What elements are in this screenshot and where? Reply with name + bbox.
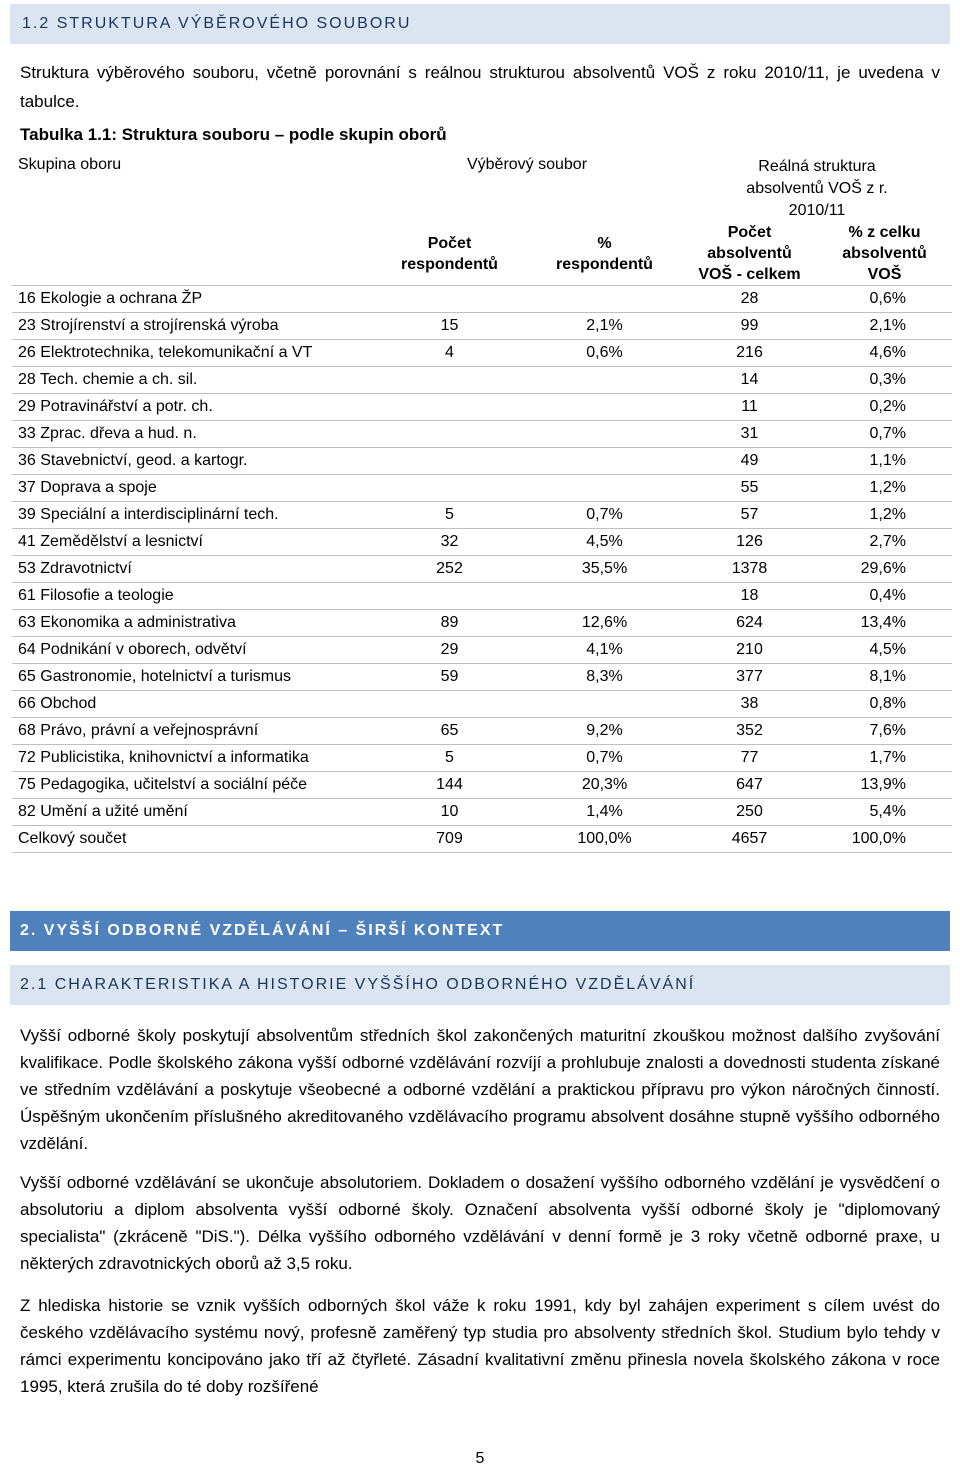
row-count-cell: 29 <box>372 637 527 664</box>
header-sub-cell: Počet absolventů VOŠ - celkem <box>698 224 801 283</box>
row-graduates-cell: 55 <box>682 475 817 502</box>
row-percent-cell <box>527 691 682 718</box>
table-row <box>12 664 952 691</box>
row-graduates-percent-cell: 2,7% <box>817 529 952 556</box>
row-graduates-cell: 126 <box>682 529 817 556</box>
row-graduates-cell: 1378 <box>682 556 817 583</box>
row-percent-cell: 8,3% <box>527 664 682 691</box>
row-graduates-percent-cell: 1,7% <box>817 745 952 772</box>
row-percent-cell: 1,4% <box>527 799 682 826</box>
page-number: 5 <box>475 1450 485 1467</box>
row-graduates-cell: 99 <box>682 313 817 340</box>
row-group-cell: 33 Zprac. dřeva a hud. n. <box>12 421 372 448</box>
table-row <box>12 286 952 313</box>
row-graduates-cell: 28 <box>682 286 817 313</box>
row-count-cell <box>372 421 527 448</box>
row-group-cell: 72 Publicistika, knihovnictví a informatika <box>12 745 372 772</box>
table-header-sub-row <box>12 222 952 286</box>
row-percent-cell: 0,6% <box>527 340 682 367</box>
row-group-cell: 75 Pedagogika, učitelství a sociální péče <box>12 772 372 799</box>
table-row <box>12 313 952 340</box>
row-graduates-percent-cell: 2,1% <box>817 313 952 340</box>
row-group-cell: 68 Právo, právní a veřejnosprávní <box>12 718 372 745</box>
row-graduates-cell: 624 <box>682 610 817 637</box>
table-row <box>12 718 952 745</box>
table-row <box>12 610 952 637</box>
row-percent-cell: 12,6% <box>527 610 682 637</box>
row-percent-cell: 20,3% <box>527 772 682 799</box>
row-graduates-cell: 57 <box>682 502 817 529</box>
row-count-cell: 252 <box>372 556 527 583</box>
table-caption: Tabulka 1.1: Struktura souboru – podle skupin oborů <box>20 125 447 144</box>
subchapter-heading: 2.1 CHARAKTERISTIKA A HISTORIE VYŠŠÍHO ODBORNÉHO VZDĚLÁVÁNÍ <box>10 965 950 1005</box>
header-group-cell: Reálná struktura absolventů VOŠ z r. 2010/11 <box>746 158 888 219</box>
row-group-cell: 23 Strojírenství a strojírenská výroba <box>12 313 372 340</box>
body-paragraph: Vyšší odborné vzdělávání se ukončuje absolutoriem. Dokladem o dosažení vyššího odborného vzdělání je vysvědčení o absolutoriu a diplom absolventa vyšší odborné školy. Označení absolventa vyšší odborné školy je "diplomovaný specialista" (zkráceně "DiS."). Délka vyššího odborného vzdělávání v denní formě je 3 roky včetně odborné praxe, u některých zdravotnických oborů až 3,5 roku. <box>20 1173 940 1273</box>
row-graduates-cell: 14 <box>682 367 817 394</box>
row-percent-cell: 2,1% <box>527 313 682 340</box>
row-graduates-percent-cell: 29,6% <box>817 556 952 583</box>
row-count-cell: 5 <box>372 745 527 772</box>
structure-table <box>12 152 952 853</box>
row-graduates-cell: 77 <box>682 745 817 772</box>
row-group-cell: 65 Gastronomie, hotelnictví a turismus <box>12 664 372 691</box>
row-count-cell <box>372 286 527 313</box>
row-graduates-percent-cell: 4,6% <box>817 340 952 367</box>
row-percent-cell <box>527 421 682 448</box>
row-graduates-percent-cell: 13,4% <box>817 610 952 637</box>
row-graduates-percent-cell: 0,3% <box>817 367 952 394</box>
row-group-cell: 28 Tech. chemie a ch. sil. <box>12 367 372 394</box>
row-percent-cell: 4,5% <box>527 529 682 556</box>
table-row <box>12 448 952 475</box>
row-graduates-percent-cell: 0,7% <box>817 421 952 448</box>
row-percent-cell: 100,0% <box>527 826 682 853</box>
row-percent-cell: 35,5% <box>527 556 682 583</box>
table-row <box>12 421 952 448</box>
header-group-cell: Výběrový soubor <box>466 156 588 173</box>
row-percent-cell <box>527 367 682 394</box>
row-graduates-percent-cell: 8,1% <box>817 664 952 691</box>
header-group-cell: Skupina oboru <box>18 156 122 173</box>
row-graduates-cell: 352 <box>682 718 817 745</box>
row-group-cell: 39 Speciální a interdisciplinární tech. <box>12 502 372 529</box>
row-graduates-cell: 647 <box>682 772 817 799</box>
row-graduates-cell: 38 <box>682 691 817 718</box>
row-group-cell: 26 Elektrotechnika, telekomunikační a VT <box>12 340 372 367</box>
header-sub-cell: % z celku absolventů VOŠ <box>842 224 927 283</box>
row-graduates-percent-cell: 1,1% <box>817 448 952 475</box>
row-group-cell: 41 Zemědělství a lesnictví <box>12 529 372 556</box>
row-percent-cell <box>527 583 682 610</box>
row-group-cell: 36 Stavebnictví, geod. a kartogr. <box>12 448 372 475</box>
row-count-cell <box>372 691 527 718</box>
intro-paragraph: Struktura výběrového souboru, včetně porovnání s reálnou strukturou absolventů VOŠ z roku 2010/11, je uvedena v tabulce. <box>20 63 940 111</box>
row-count-cell: 32 <box>372 529 527 556</box>
row-count-cell: 4 <box>372 340 527 367</box>
row-graduates-cell: 18 <box>682 583 817 610</box>
row-graduates-percent-cell: 1,2% <box>817 502 952 529</box>
row-graduates-cell: 210 <box>682 637 817 664</box>
table-row <box>12 799 952 826</box>
table-row <box>12 340 952 367</box>
row-count-cell: 89 <box>372 610 527 637</box>
row-count-cell: 59 <box>372 664 527 691</box>
table-row <box>12 583 952 610</box>
row-percent-cell <box>527 448 682 475</box>
header-sub-cell: Počet respondentů <box>401 234 498 273</box>
row-graduates-percent-cell: 100,0% <box>817 826 952 853</box>
row-graduates-cell: 216 <box>682 340 817 367</box>
row-graduates-cell: 377 <box>682 664 817 691</box>
row-percent-cell: 0,7% <box>527 745 682 772</box>
table-row <box>12 475 952 502</box>
row-count-cell: 709 <box>372 826 527 853</box>
row-count-cell <box>372 448 527 475</box>
row-group-cell: Celkový součet <box>12 826 372 853</box>
table-row <box>12 502 952 529</box>
row-percent-cell <box>527 475 682 502</box>
row-percent-cell <box>527 394 682 421</box>
row-group-cell: 63 Ekonomika a administrativa <box>12 610 372 637</box>
row-percent-cell: 0,7% <box>527 502 682 529</box>
section-heading: 1.2 STRUKTURA VÝBĚROVÉHO SOUBORU <box>10 4 950 44</box>
body-paragraph: Z hlediska historie se vznik vyšších odborných škol váže k roku 1991, kdy byl zahájen experiment s cílem uvést do českého vzdělávacího systému nový, profesně zaměřený typ studia pro absolventy středních škol. Studium bylo tehdy v rámci experimentu koncipováno jako tří až čtyřleté. Zásadní kvalitativní změnu přinesla novela školského zákona v roce 1995, která zrušila do té doby rozšířené <box>20 1296 940 1396</box>
row-group-cell: 66 Obchod <box>12 691 372 718</box>
table-row <box>12 637 952 664</box>
row-graduates-percent-cell: 0,4% <box>817 583 952 610</box>
table-header-group-row <box>12 152 952 222</box>
table-row <box>12 826 952 853</box>
row-group-cell: 37 Doprava a spoje <box>12 475 372 502</box>
row-group-cell: 64 Podnikání v oborech, odvětví <box>12 637 372 664</box>
row-count-cell <box>372 367 527 394</box>
row-graduates-percent-cell: 1,2% <box>817 475 952 502</box>
row-count-cell: 15 <box>372 313 527 340</box>
row-count-cell <box>372 583 527 610</box>
row-group-cell: 61 Filosofie a teologie <box>12 583 372 610</box>
row-percent-cell: 4,1% <box>527 637 682 664</box>
table-row <box>12 556 952 583</box>
row-count-cell: 10 <box>372 799 527 826</box>
row-graduates-cell: 4657 <box>682 826 817 853</box>
row-count-cell <box>372 394 527 421</box>
row-percent-cell <box>527 286 682 313</box>
row-percent-cell: 9,2% <box>527 718 682 745</box>
row-group-cell: 82 Umění a užité umění <box>12 799 372 826</box>
row-graduates-percent-cell: 0,8% <box>817 691 952 718</box>
row-graduates-percent-cell: 13,9% <box>817 772 952 799</box>
row-count-cell: 65 <box>372 718 527 745</box>
table-row <box>12 394 952 421</box>
table-row <box>12 745 952 772</box>
row-count-cell: 144 <box>372 772 527 799</box>
row-group-cell: 53 Zdravotnictví <box>12 556 372 583</box>
row-graduates-percent-cell: 0,6% <box>817 286 952 313</box>
row-count-cell <box>372 475 527 502</box>
table-row <box>12 691 952 718</box>
table-body <box>12 286 952 853</box>
row-graduates-percent-cell: 4,5% <box>817 637 952 664</box>
row-group-cell: 29 Potravinářství a potr. ch. <box>12 394 372 421</box>
row-graduates-cell: 250 <box>682 799 817 826</box>
row-graduates-percent-cell: 0,2% <box>817 394 952 421</box>
table-row <box>12 367 952 394</box>
row-graduates-percent-cell: 5,4% <box>817 799 952 826</box>
row-graduates-percent-cell: 7,6% <box>817 718 952 745</box>
row-graduates-cell: 11 <box>682 394 817 421</box>
table-row <box>12 772 952 799</box>
table-row <box>12 529 952 556</box>
row-graduates-cell: 49 <box>682 448 817 475</box>
row-count-cell: 5 <box>372 502 527 529</box>
body-paragraph: Vyšší odborné školy poskytují absolventům středních škol zakončených maturitní zkouškou možnost dalšího zvyšování kvalifikace. Podle školského zákona vyšší odborné vzdělávání rozvíjí a prohlubuje znalosti a dovednosti studenta získané ve středním vzdělávání a poskytuje všeobecné a odborné vzdělání a praktickou přípravu pro výkon náročných činností. Úspěšným ukončením příslušného akreditovaného vzdělávacího programu absolvent dosáhne stupně vyššího odborného vzdělání. <box>20 1026 940 1153</box>
row-group-cell: 16 Ekologie a ochrana ŽP <box>12 286 372 313</box>
header-sub-cell: % respondentů <box>556 234 653 273</box>
row-graduates-cell: 31 <box>682 421 817 448</box>
chapter-heading: 2. VYŠŠÍ ODBORNÉ VZDĚLÁVÁNÍ – ŠIRŠÍ KONTEXT <box>10 911 950 951</box>
